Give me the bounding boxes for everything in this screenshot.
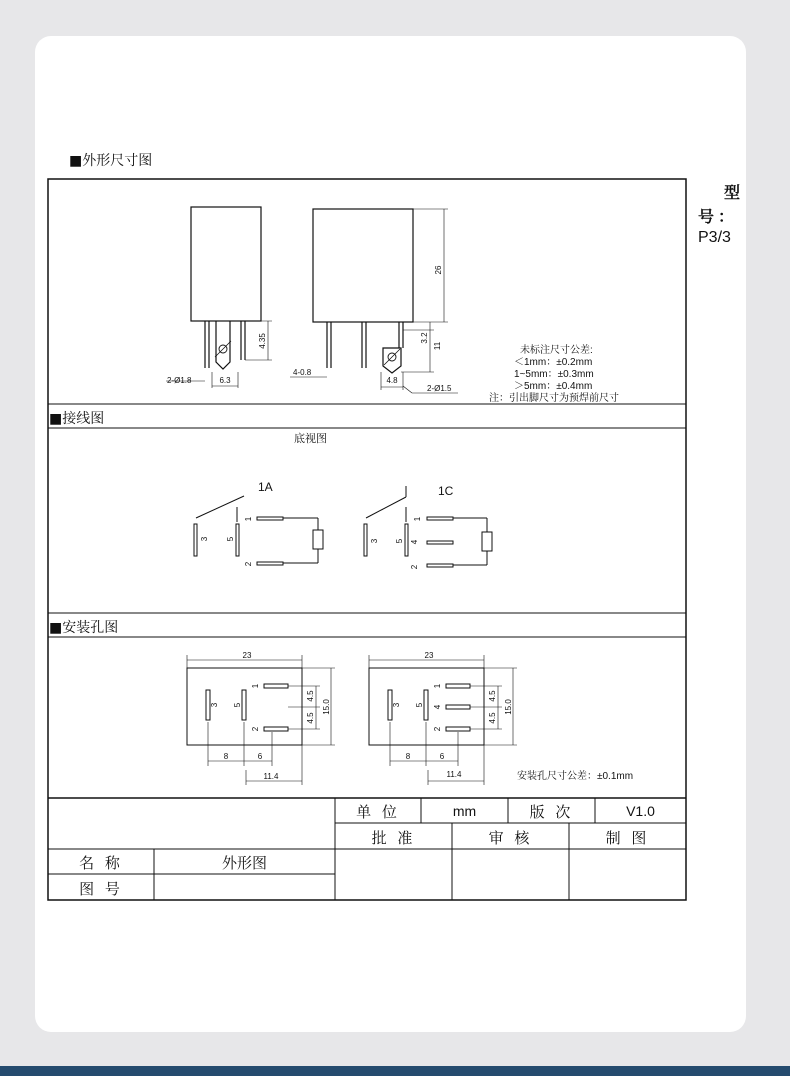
tolerance-note: 注：引出脚尺寸为预焊前尺寸: [489, 393, 619, 404]
model-value: P3/3: [698, 229, 731, 246]
dim-label: 15.0: [504, 699, 513, 715]
wiring-label-1c: 1C: [438, 484, 454, 498]
tolerance-line: 1~5mm：±0.3mm: [514, 369, 594, 380]
dim-label: 8: [405, 752, 411, 761]
pin-label: 5: [415, 702, 424, 708]
unit-label: 单 位: [356, 803, 400, 821]
section-title-mounting: ■安装孔图: [49, 620, 119, 636]
pin-label: 3: [200, 536, 209, 542]
tolerance-line: ＞5mm：±0.4mm: [514, 381, 593, 392]
dim-label: 2-Ø1.8: [167, 376, 192, 385]
dim-label: 4.8: [386, 376, 398, 385]
outline-dimension-lines: [290, 209, 458, 393]
pin-label: 3: [210, 702, 219, 708]
tolerance-title: 未标注尺寸公差:: [520, 345, 593, 356]
pin-label: 1: [433, 683, 442, 689]
mounting-hole-diagram-a: [187, 668, 302, 745]
dim-label: 4.5: [306, 712, 315, 724]
pin-label: 4: [410, 539, 419, 545]
model-label-line1: 型: [724, 185, 741, 202]
pin-label: 5: [233, 702, 242, 708]
pin-label: 5: [226, 536, 235, 542]
dim-label: 23: [424, 651, 434, 660]
pin-label: 1: [251, 683, 260, 689]
wiring-label-1a: 1A: [258, 480, 273, 494]
dim-label: 4.35: [258, 333, 267, 349]
wiring-view-label: 底视图: [294, 433, 327, 445]
pin-label: 1: [244, 516, 253, 522]
dim-label: 26: [434, 265, 443, 275]
dim-label: 11: [433, 341, 442, 351]
wiring-diagram-1a: [194, 496, 323, 565]
pin-label: 5: [395, 538, 404, 544]
name-label: 名 称: [79, 854, 123, 872]
drawn-label: 制 图: [605, 829, 650, 847]
pin-label: 1: [413, 516, 422, 522]
dim-label: 15.0: [322, 699, 331, 715]
name-value: 外形图: [221, 854, 267, 872]
dim-label: 11.4: [446, 770, 462, 779]
mounting-hole-diagram-b: [369, 668, 484, 745]
section-title-outline: ■外形尺寸图: [69, 153, 153, 169]
dim-label: 6: [257, 752, 263, 761]
unit-value: mm: [452, 803, 477, 819]
dim-label: 3.2: [420, 332, 429, 344]
dim-label: 23: [242, 651, 252, 660]
relay-side-view: [191, 207, 261, 369]
dim-label: 4.5: [488, 712, 497, 724]
dim-label: 4.5: [488, 690, 497, 702]
mounting-tolerance-note: 安装孔尺寸公差：±0.1mm: [517, 771, 634, 782]
pin-label: 4: [433, 704, 442, 710]
dim-label: 11.4: [263, 772, 279, 781]
pin-label: 2: [433, 726, 442, 732]
review-label: 审 核: [488, 829, 533, 847]
model-label-line2: 号：: [698, 209, 739, 226]
dim-label: 2-Ø1.5: [427, 384, 452, 393]
approve-label: 批 准: [371, 829, 416, 847]
version-label: 版 次: [529, 803, 574, 821]
version-value: V1.0: [626, 803, 655, 819]
pin-label: 3: [392, 702, 401, 708]
pin-label: 3: [370, 538, 379, 544]
dim-label: 8: [223, 752, 229, 761]
wiring-diagram-1c: [364, 486, 492, 570]
pin-label: 2: [251, 726, 260, 732]
section-title-wiring: ■接线图: [49, 411, 105, 427]
pin-label: 2: [244, 561, 253, 567]
pin-label: 2: [410, 564, 419, 570]
dim-label: 4-0.8: [293, 368, 312, 377]
relay-front-view: [313, 209, 413, 373]
dim-label: 6: [439, 752, 445, 761]
dim-label: 4.5: [306, 690, 315, 702]
dim-label: 6.3: [219, 376, 231, 385]
tolerance-line: ＜1mm：±0.2mm: [514, 357, 593, 368]
number-label: 图 号: [79, 880, 123, 898]
